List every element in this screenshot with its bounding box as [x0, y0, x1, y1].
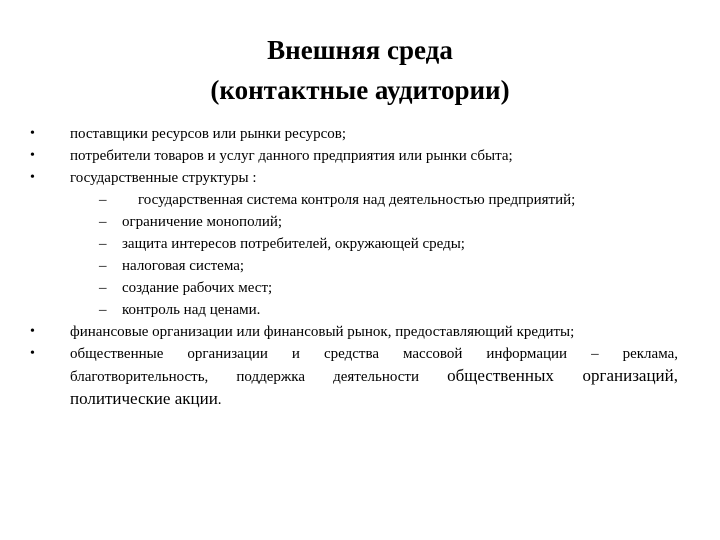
list-item	[30, 321, 678, 343]
list-item-period: .	[217, 392, 222, 408]
dash-icon: –	[99, 280, 107, 296]
sub-list-item-text: защита интересов потребителей, окружающей среды;	[122, 236, 465, 252]
dash-icon: –	[99, 258, 107, 274]
dash-icon: –	[99, 236, 107, 252]
list-item-text: общественные организации и средства массовой информации – реклама, благотворительность, поддержка деятельности	[70, 346, 678, 385]
sub-list-item-text: создание рабочих мест;	[122, 280, 273, 296]
list-item-text: поставщики ресурсов или рынки ресурсов;	[70, 126, 347, 142]
bullet-icon: •	[30, 324, 35, 339]
title-line-2: (контактные аудитории)	[210, 75, 510, 105]
bullet-list	[30, 123, 678, 411]
list-item-text: государственные структуры :	[70, 170, 257, 186]
sub-list-item-text: государственная система контроля над деятельностью предприятий;	[138, 192, 576, 208]
bullet-icon: •	[30, 126, 35, 141]
dash-icon: –	[99, 214, 107, 230]
list-item-text: финансовые организации или финансовый рынок, предоставляющий кредиты;	[70, 324, 575, 340]
dash-icon: –	[99, 302, 107, 318]
bullet-icon: •	[30, 170, 35, 185]
slide-title	[0, 30, 720, 110]
sub-list-item	[30, 299, 678, 321]
list-item	[30, 123, 678, 145]
sub-list-item-text: контроль над ценами.	[122, 302, 261, 318]
sub-list-item	[30, 233, 678, 255]
list-item-text-emphasis: общественных организаций, политические акции	[70, 366, 678, 408]
sub-list-item	[30, 189, 678, 211]
sub-list-item	[30, 277, 678, 299]
sub-list-item	[30, 255, 678, 277]
list-item-text: потребители товаров и услуг данного предприятия или рынки сбыта;	[70, 148, 513, 164]
bullet-icon: •	[30, 148, 35, 163]
list-item	[30, 343, 678, 411]
bullet-icon: •	[30, 346, 35, 361]
list-item	[30, 145, 678, 167]
sub-list-item-text: налоговая система;	[122, 258, 245, 274]
list-item	[30, 167, 678, 189]
dash-icon: –	[99, 192, 107, 208]
sub-list-item-text: ограничение монополий;	[122, 214, 283, 230]
sub-list-item	[30, 211, 678, 233]
title-line-1: Внешняя среда	[267, 35, 453, 65]
